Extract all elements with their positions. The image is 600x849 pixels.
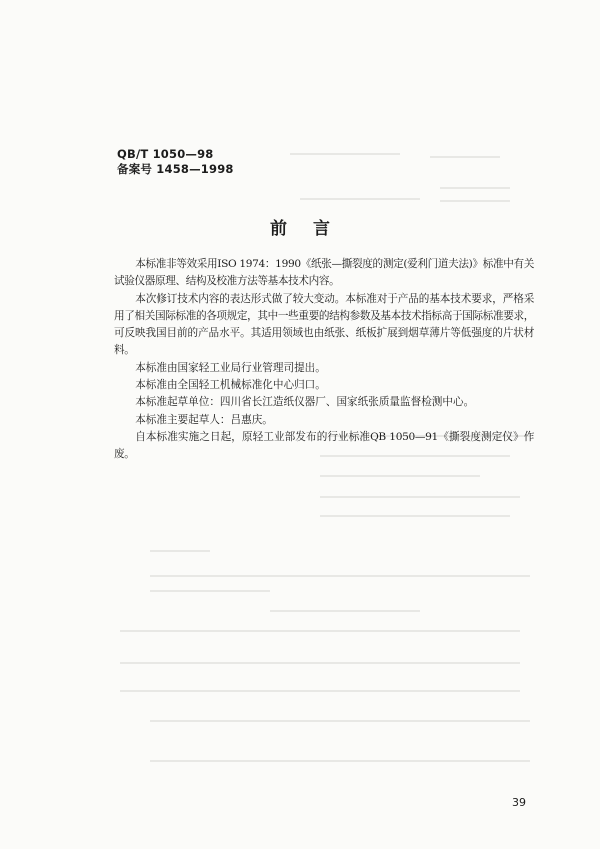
paragraph: 自本标准实施之日起，原轻工业部发布的行业标准QB 1050—91《撕裂度测定仪》作废。	[114, 430, 534, 461]
show-through-mark	[430, 156, 500, 158]
show-through-mark	[120, 690, 520, 692]
page-title: 前言	[270, 219, 356, 239]
show-through-mark	[120, 630, 520, 632]
paragraph: 本标准由国家轻工业局行业管理司提出。	[135, 361, 326, 374]
show-through-mark	[120, 662, 520, 664]
show-through-mark	[300, 198, 420, 200]
show-through-mark	[440, 200, 510, 202]
paragraph: 本次修订技术内容的表达形式做了较大变动。本标准对于产品的基本技术要求，严格采用了相关国际标准的各项规定，其中一些重要的结构参数及基本技术指标高于国际标准要求，可反映我国目前的产品水平。其适用领域也由纸张、纸板扩展到烟草薄片等低强度的片状材料。	[114, 292, 534, 357]
registration-number: 备案号 1458—1998	[117, 162, 234, 176]
show-through-mark	[150, 720, 530, 722]
show-through-mark	[150, 575, 530, 577]
show-through-mark	[150, 760, 530, 762]
paragraph: 本标准起草单位：四川省长江造纸仪器厂、国家纸张质量监督检测中心。	[135, 396, 475, 409]
show-through-mark	[150, 550, 210, 552]
standard-code: QB/T 1050—98	[117, 147, 214, 161]
foreword-body	[114, 256, 534, 464]
paragraph: 本标准非等效采用ISO 1974：1990《纸张—撕裂度的测定(爱利门道夫法)》标准中有关试验仪器原理、结构及校准方法等基本技术内容。	[114, 258, 534, 288]
show-through-mark	[290, 153, 400, 155]
show-through-mark	[320, 475, 480, 477]
show-through-mark	[320, 515, 510, 517]
paragraph: 本标准主要起草人：吕惠庆。	[135, 413, 273, 426]
show-through-mark	[270, 610, 420, 612]
show-through-mark	[440, 187, 510, 189]
paragraph: 本标准由全国轻工机械标准化中心归口。	[135, 379, 326, 392]
show-through-mark	[320, 496, 520, 498]
show-through-mark	[150, 590, 270, 592]
page-number: 39	[512, 796, 526, 809]
